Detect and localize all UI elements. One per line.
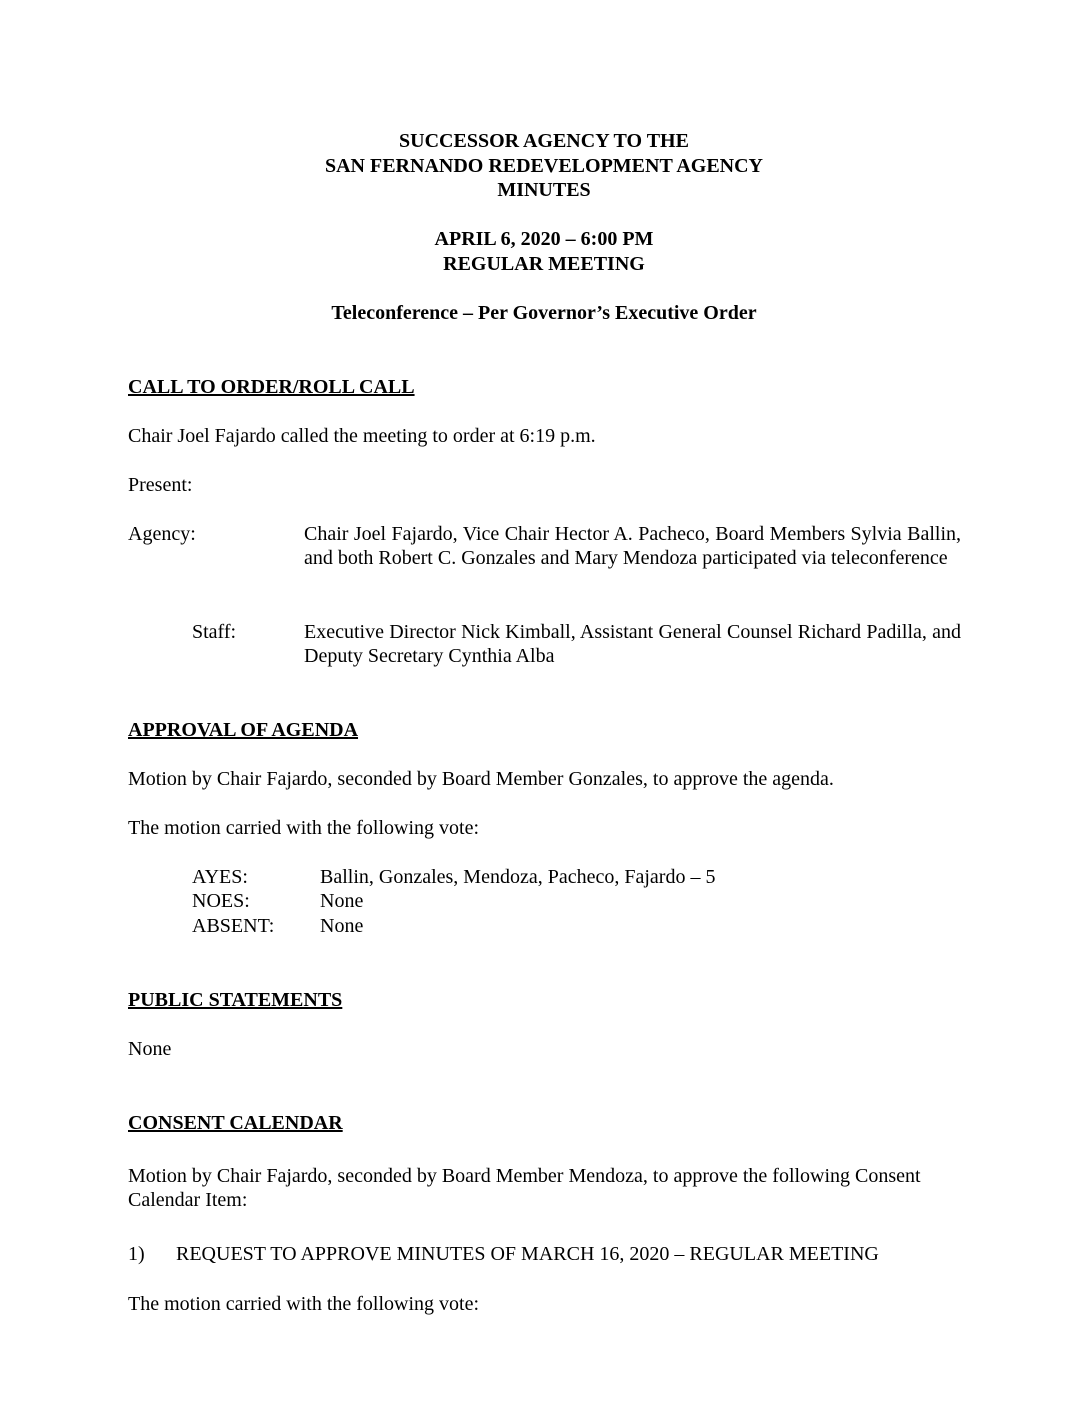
document-title [0,129,1088,203]
noes-label: NOES: [192,890,250,912]
meeting-type: REGULAR MEETING [443,252,645,275]
meeting-location: Teleconference – Per Governor’s Executive Order [331,302,757,324]
present-label: Present: [128,474,193,496]
meeting-date-block [0,227,1088,276]
consent-vote-intro: The motion carried with the following vote: [128,1293,480,1315]
public-statements-text: None [128,1038,172,1060]
call-to-order-text: Chair Joel Fajardo called the meeting to order at 6:19 p.m. [128,425,596,447]
agenda-motion-text: Motion by Chair Fajardo, seconded by Board Member Gonzales, to approve the agenda. [128,768,834,790]
consent-item-text: REQUEST TO APPROVE MINUTES OF MARCH 16, 2020 – REGULAR MEETING [176,1243,879,1265]
agency-label: Agency: [128,523,196,545]
staff-label: Staff: [192,621,237,643]
agency-members-text: Chair Joel Fajardo, Vice Chair Hector A. Pacheco, Board Members Sylvia Ballin, and both Robert C. Gonzales and Mary Mendoza participated via teleconference [304,523,961,569]
consent-item-number: 1) [128,1243,145,1265]
noes-value: None [320,890,364,912]
absent-value: None [320,915,364,937]
title-line-2: SAN FERNANDO REDEVELOPMENT AGENCY [324,154,763,177]
title-line-3: MINUTES [497,179,591,201]
agenda-vote-intro: The motion carried with the following vote: [128,817,480,839]
absent-label: ABSENT: [192,915,275,937]
section-title-consent-calendar: CONSENT CALENDAR [128,1112,343,1134]
ayes-value: Ballin, Gonzales, Mendoza, Pacheco, Fajardo – 5 [320,866,716,888]
section-title-public-statements: PUBLIC STATEMENTS [128,989,343,1011]
ayes-label: AYES: [192,866,248,888]
meeting-location-block [0,301,1088,326]
meeting-date: APRIL 6, 2020 – 6:00 PM [434,228,654,250]
title-line-1: SUCCESSOR AGENCY TO THE [399,130,689,152]
section-title-call-to-order: CALL TO ORDER/ROLL CALL [128,376,415,398]
staff-members-text: Executive Director Nick Kimball, Assistant General Counsel Richard Padilla, and Deputy Secretary Cynthia Alba [304,621,961,667]
section-title-approval-of-agenda: APPROVAL OF AGENDA [128,719,359,741]
consent-motion-text: Motion by Chair Fajardo, seconded by Board Member Mendoza, to approve the following Consent Calendar Item: [128,1165,921,1211]
